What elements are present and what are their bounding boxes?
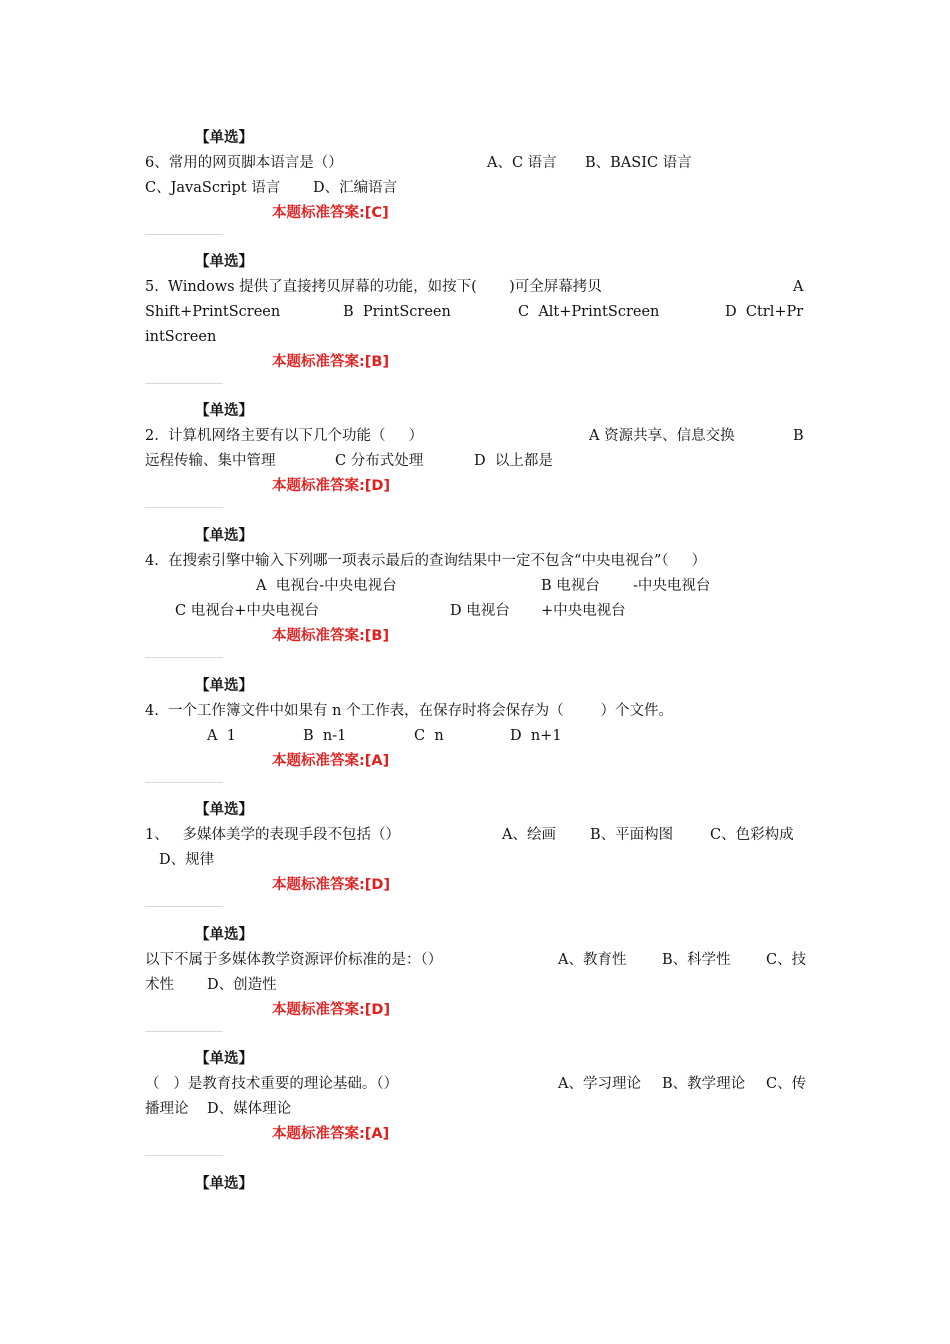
question-text: +中央电视台: [541, 603, 626, 619]
question-text: D、创造性: [207, 977, 277, 993]
question-text: 5. Windows 提供了直接拷贝屏幕的功能，如按下( )可全屏幕拷贝: [145, 279, 602, 295]
question-text: D n+1: [510, 728, 562, 744]
question-text: C Alt+PrintScreen: [518, 304, 660, 320]
question-text: C 分布式处理: [335, 453, 424, 469]
question-type-label: 【单选】: [195, 528, 253, 544]
question-type-label: 【单选】: [195, 403, 253, 419]
question-text: C、传: [766, 1076, 807, 1092]
question-text: B、科学性: [662, 952, 731, 968]
question-text: C、色彩构成: [710, 827, 794, 843]
question-text: C、JavaScript 语言: [145, 180, 281, 196]
standard-answer: 本题标准答案:[C]: [272, 205, 389, 221]
question-text: B、平面构图: [590, 827, 674, 843]
question-type-label: 【单选】: [195, 130, 253, 146]
question-type-label: 【单选】: [195, 1176, 253, 1192]
standard-answer: 本题标准答案:[D]: [272, 478, 391, 494]
standard-answer: 本题标准答案:[D]: [272, 1002, 391, 1018]
question-text: A 电视台-中央电视台: [256, 578, 397, 594]
question-text: A: [793, 279, 804, 295]
question-text: A、绘画: [502, 827, 556, 843]
question-text: 远程传输、集中管理: [145, 453, 276, 469]
question-text: D Ctrl+Pr: [725, 304, 804, 320]
question-text: B n-1: [303, 728, 347, 744]
separator-rule: [145, 906, 223, 907]
standard-answer: 本题标准答案:[B]: [272, 628, 390, 644]
separator-rule: [145, 657, 223, 658]
question-text: 6、常用的网页脚本语言是（）: [145, 155, 343, 171]
question-text: D 电视台: [450, 603, 510, 619]
question-text: 2. 计算机网络主要有以下几个功能（ ）: [145, 428, 424, 444]
question-text: C、技: [766, 952, 807, 968]
question-text: A、C 语言: [487, 155, 557, 171]
question-text: Shift+PrintScreen: [145, 304, 281, 320]
standard-answer: 本题标准答案:[A]: [272, 753, 390, 769]
question-text: A、教育性: [558, 952, 627, 968]
question-text: B、教学理论: [662, 1076, 746, 1092]
question-text: B 电视台: [541, 578, 600, 594]
question-text: （ ）是教育技术重要的理论基础。（）: [145, 1076, 399, 1092]
question-text: 播理论: [145, 1101, 189, 1117]
question-text: -中央电视台: [633, 578, 711, 594]
question-text: A 1: [207, 728, 236, 744]
question-text: A、学习理论: [558, 1076, 641, 1092]
question-text: D、媒体理论: [207, 1101, 292, 1117]
separator-rule: [145, 782, 223, 783]
separator-rule: [145, 1155, 223, 1156]
question-type-label: 【单选】: [195, 927, 253, 943]
question-text: D、汇编语言: [313, 180, 398, 196]
question-text: 术性: [145, 977, 174, 993]
question-text: B、BASIC 语言: [585, 155, 692, 171]
standard-answer: 本题标准答案:[D]: [272, 877, 391, 893]
separator-rule: [145, 234, 223, 235]
question-type-label: 【单选】: [195, 802, 253, 818]
question-text: 1、 多媒体美学的表现手段不包括（）: [145, 827, 401, 843]
separator-rule: [145, 383, 223, 384]
question-text: A 资源共享、信息交换: [589, 428, 735, 444]
question-text: intScreen: [145, 329, 217, 345]
question-text: D、规律: [159, 852, 215, 868]
standard-answer: 本题标准答案:[B]: [272, 354, 390, 370]
question-text: C 电视台+中央电视台: [175, 603, 319, 619]
question-text: B: [793, 428, 804, 444]
question-text: 4. 一个工作簿文件中如果有 n 个工作表，在保存时将会保存为（ ）个文件。: [145, 703, 673, 719]
question-text: 以下不属于多媒体教学资源评价标准的是：（）: [145, 952, 443, 968]
question-type-label: 【单选】: [195, 678, 253, 694]
standard-answer: 本题标准答案:[A]: [272, 1126, 390, 1142]
separator-rule: [145, 507, 223, 508]
question-type-label: 【单选】: [195, 1051, 253, 1067]
question-text: B PrintScreen: [343, 304, 451, 320]
question-text: C n: [414, 728, 444, 744]
question-type-label: 【单选】: [195, 254, 253, 270]
question-text: 4. 在搜索引擎中输入下列哪一项表示最后的查询结果中一定不包含“中央电视台”（ ）: [145, 553, 707, 569]
separator-rule: [145, 1031, 223, 1032]
question-text: D 以上都是: [474, 453, 553, 469]
